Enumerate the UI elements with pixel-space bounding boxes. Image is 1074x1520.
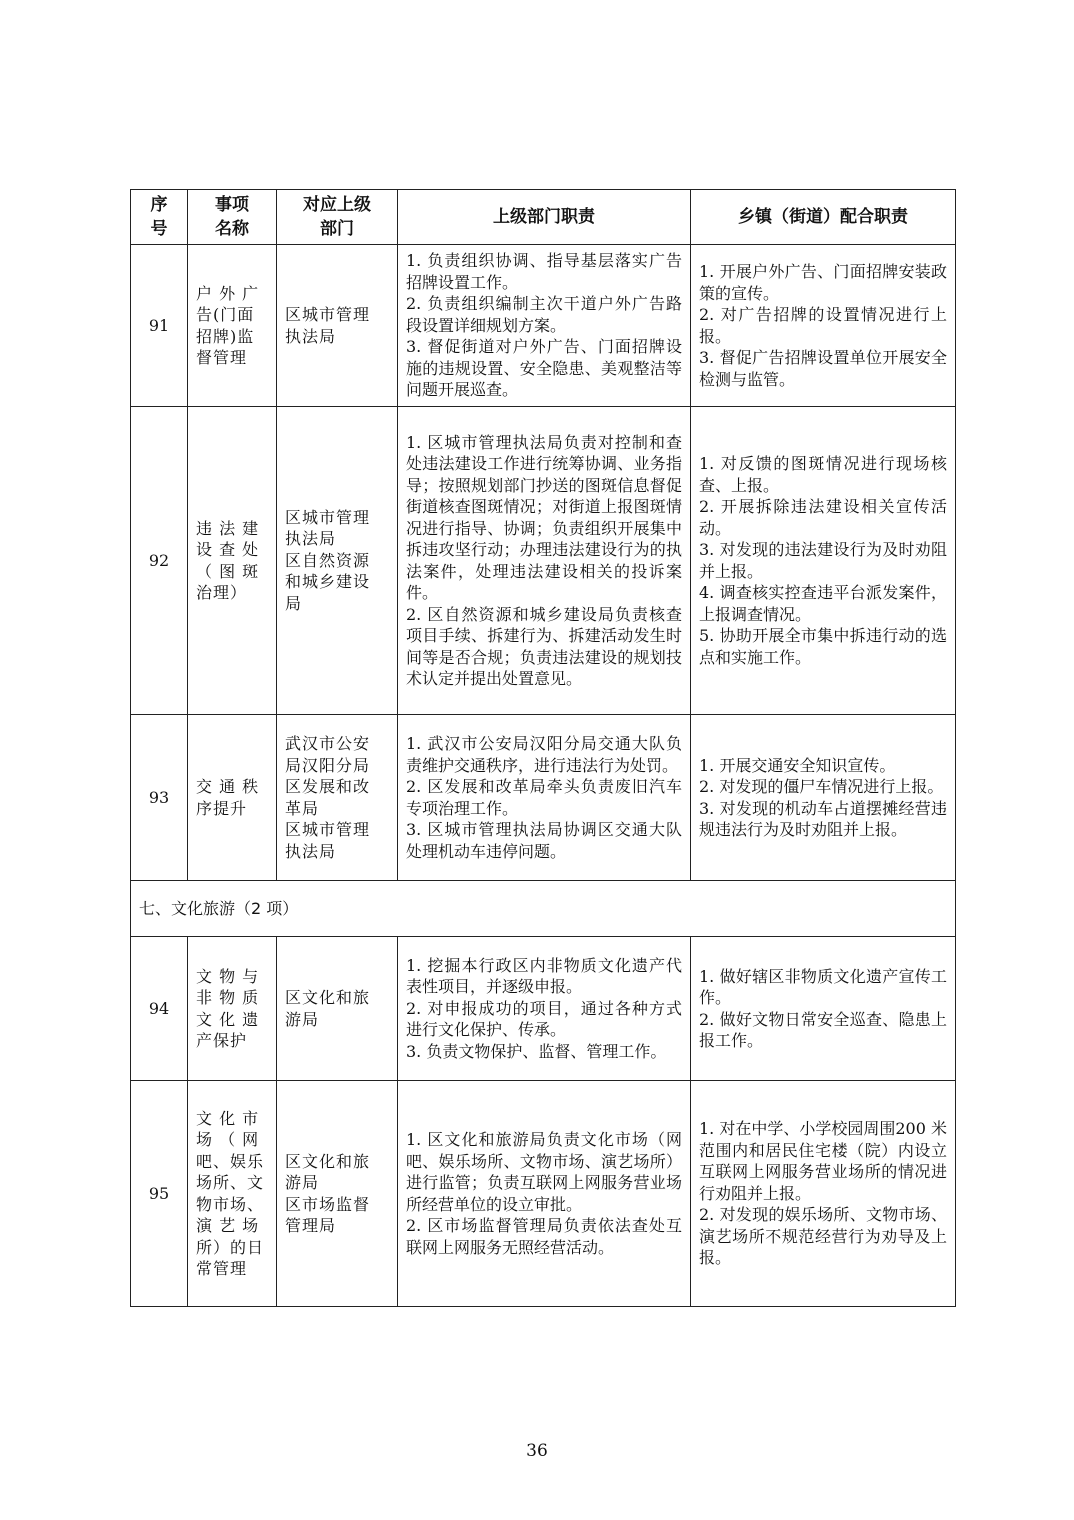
- town-duties: 1. 开展户外广告、门面招牌安装政策的宣传。 2. 对广告招牌的设置情况进行上报。 3. 督促广告招牌设置单位开展安全检测与监管。: [691, 245, 956, 407]
- table-row: [131, 715, 956, 881]
- item-name: 交 通 秩 序提升: [188, 715, 277, 881]
- header-town-duty: 乡镇（街道）配合职责: [691, 190, 956, 245]
- town-duties: 1. 开展交通安全知识宣传。 2. 对发现的僵尸车情况进行上报。 3. 对发现的机动车占道摆摊经营违规违法行为及时劝阻并上报。: [691, 715, 956, 881]
- header-name: 事项 名称: [188, 190, 277, 245]
- table-row: [131, 245, 956, 407]
- superior-duties: 1. 挖掘本行政区内非物质文化遗产代表性项目，并逐级申报。 2. 对申报成功的项目，通过各种方式进行文化保护、传承。 3. 负责文物保护、监督、管理工作。: [398, 937, 691, 1081]
- table-row: [131, 937, 956, 1081]
- duty-table: [130, 189, 956, 1307]
- row-number: 91: [131, 245, 188, 407]
- header-superior-duty: 上级部门职责: [398, 190, 691, 245]
- superior-department: 区城市管理 执法局: [277, 245, 398, 407]
- section-title: 七、文化旅游（2 项）: [131, 881, 956, 937]
- row-number: 94: [131, 937, 188, 1081]
- table-row: [131, 407, 956, 715]
- table-header-row: [131, 190, 956, 245]
- table-row: [131, 1081, 956, 1307]
- item-name: 文 物 与 非 物 质 文 化 遗 产保护: [188, 937, 277, 1081]
- item-name: 户 外 广 告(门面 招牌)监 督管理: [188, 245, 277, 407]
- page-number: 36: [526, 1441, 548, 1461]
- town-duties: 1. 对在中学、小学校园周围200 米范围内和居民住宅楼（院）内设立互联网上网服务营业场所的情况进行劝阻并上报。 2. 对发现的娱乐场所、文物市场、演艺场所不规范经营行为劝导及上报。: [691, 1081, 956, 1307]
- superior-duties: 1. 区文化和旅游局负责文化市场（网吧、娱乐场所、文物市场、演艺场所）进行监管；负责互联网上网服务营业场所经营单位的设立审批。 2. 区市场监督管理局负责依法查处互联网上网服务无照经营活动。: [398, 1081, 691, 1307]
- item-name: 文 化 市 场 （ 网 吧、娱乐 场所、文 物市场、 演 艺 场 所）的日 常管理: [188, 1081, 277, 1307]
- superior-department: 区城市管理 执法局 区自然资源 和城乡建设 局: [277, 407, 398, 715]
- row-number: 92: [131, 407, 188, 715]
- superior-duties: 1. 区城市管理执法局负责对控制和查处违法建设工作进行统筹协调、业务指导；按照规划部门抄送的图斑信息督促街道核查图斑情况；对街道上报图斑情况进行指导、协调；负责组织开展集中拆违攻坚行动；办理违法建设行为的执法案件，处理违法建设相关的投诉案件。 2. 区自然资源和城乡建设局负责核查项目手续、拆建行为、拆建活动发生时间等是否合规；负责违法建设的规划技术认定并提出处置意见。: [398, 407, 691, 715]
- header-no: 序 号: [131, 190, 188, 245]
- header-dept: 对应上级 部门: [277, 190, 398, 245]
- section-row: [131, 881, 956, 937]
- row-number: 95: [131, 1081, 188, 1307]
- superior-duties: 1. 负责组织协调、指导基层落实广告招牌设置工作。 2. 负责组织编制主次干道户外广告路段设置详细规划方案。 3. 督促街道对户外广告、门面招牌设施的违规设置、安全隐患、美观整洁等问题开展巡查。: [398, 245, 691, 407]
- superior-department: 区文化和旅 游局 区市场监督 管理局: [277, 1081, 398, 1307]
- superior-department: 区文化和旅 游局: [277, 937, 398, 1081]
- town-duties: 1. 做好辖区非物质文化遗产宣传工作。 2. 做好文物日常安全巡查、隐患上报工作。: [691, 937, 956, 1081]
- superior-duties: 1. 武汉市公安局汉阳分局交通大队负责维护交通秩序，进行违法行为处罚。 2. 区发展和改革局牵头负责废旧汽车专项治理工作。 3. 区城市管理执法局协调区交通大队处理机动车违停问题。: [398, 715, 691, 881]
- town-duties: 1. 对反馈的图斑情况进行现场核查、上报。 2. 开展拆除违法建设相关宣传活动。 3. 对发现的违法建设行为及时劝阻并上报。 4. 调查核实控查违平台派发案件，上报调查情况。 5. 协助开展全市集中拆违行动的选点和实施工作。: [691, 407, 956, 715]
- superior-department: 武汉市公安 局汉阳分局 区发展和改 革局 区城市管理 执法局: [277, 715, 398, 881]
- row-number: 93: [131, 715, 188, 881]
- item-name: 违 法 建 设 查 处 （ 图 斑 治理）: [188, 407, 277, 715]
